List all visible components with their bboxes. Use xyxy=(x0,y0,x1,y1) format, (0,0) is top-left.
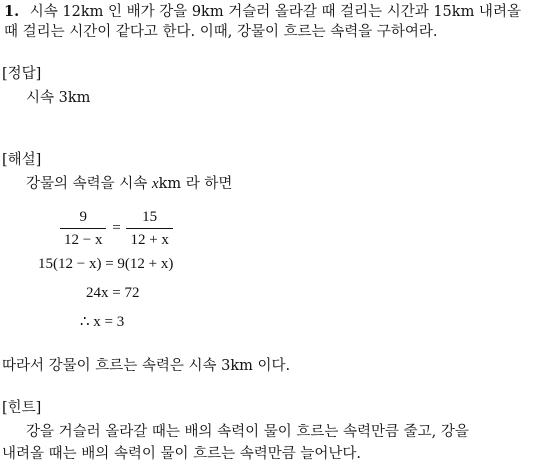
answer-heading: [정답] xyxy=(2,66,42,82)
fraction-left-numerator: 9 xyxy=(60,208,106,229)
fraction-right-numerator: 15 xyxy=(126,208,172,229)
explanation-heading: [해설] xyxy=(2,152,42,168)
intro-variable: x xyxy=(151,176,159,192)
equation-3: 24x = 72 xyxy=(86,285,140,301)
fraction-right xyxy=(126,208,172,249)
problem-text-2: 때 걸리는 시간이 같다고 한다. 이때, 강물이 흐르는 속력을 구하여라. xyxy=(4,24,438,40)
fraction-right-denominator: 12 + x xyxy=(130,232,169,248)
hint-heading: [힌트] xyxy=(2,400,42,416)
explanation-intro xyxy=(26,174,232,194)
problem-line-1 xyxy=(4,2,521,22)
hint-line-1: 강을 거슬러 올라갈 때는 배의 속력이 물이 흐르는 속력만큼 줄고, 강을 xyxy=(26,424,469,440)
intro-prefix: 강물의 속력을 시속 xyxy=(26,176,152,192)
intro-suffix: km 라 하면 xyxy=(158,176,233,192)
conclusion: 따라서 강물이 흐르는 속력은 시속 3km 이다. xyxy=(2,358,291,374)
fraction-left xyxy=(60,208,106,249)
problem-text-1: 시속 12km 인 배가 강을 9km 거슬러 올라갈 때 걸리는 시간과 15km 내려올 xyxy=(29,4,521,20)
equation-1 xyxy=(60,208,173,249)
hint-line-2: 내려올 때는 배의 속력이 물이 흐르는 속력만큼 늘어난다. xyxy=(2,446,362,462)
fraction-left-denominator: 12 − x xyxy=(64,232,103,248)
problem-number: 1. xyxy=(4,3,20,20)
equation-4: ∴ x = 3 xyxy=(80,314,125,330)
equation-2: 15(12 − x) = 9(12 + x) xyxy=(38,256,174,272)
equals-sign: = xyxy=(112,220,121,236)
answer-text: 시속 3km xyxy=(26,90,91,106)
